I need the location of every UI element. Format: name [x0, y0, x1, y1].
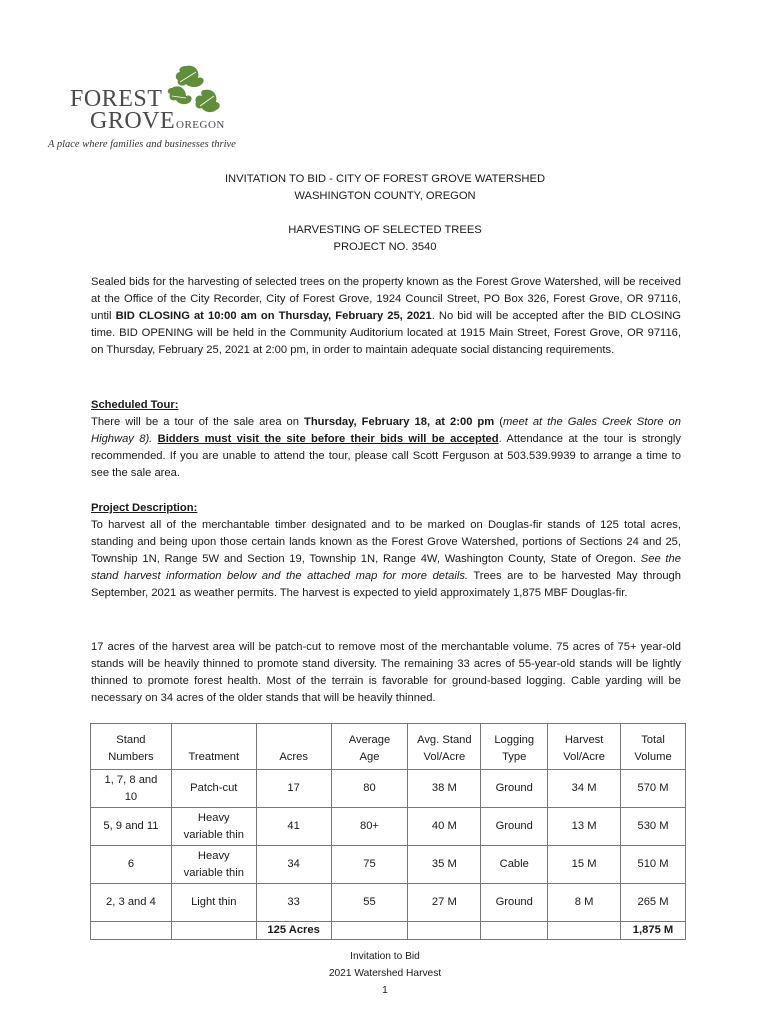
harvest-paragraph: 17 acres of the harvest area will be patch-cut to remove most of the merchantable volume. 75 acres of 75+ year-old stands will be heavily thinned to promote stand diversity. The remaining 33 acres of 55-year-old stands will be lightly thinned to promote forest health. Most of the terrain is favorable for ground-based logging. Cable yarding will be necessary on 34 acres of the older stands that will be heavily thinned.	[91, 641, 681, 704]
table-row	[91, 884, 686, 922]
table-row	[91, 770, 686, 808]
forest-grove-logo	[46, 62, 256, 154]
col-header-harvest-vol: Harvest Vol/Acre	[548, 724, 621, 770]
table-totals-row	[91, 922, 686, 940]
table-cell: 75	[331, 846, 408, 884]
table-cell: Cable	[481, 846, 548, 884]
tour-meeting-place: meet at the Gales Creek Store on Highway 8).	[91, 416, 681, 445]
table-cell: 17	[256, 770, 331, 808]
tour-requirement: Bidders must visit the site before their bids will be accepted	[157, 433, 499, 445]
table-cell: 530 M	[621, 808, 686, 846]
project-text: To harvest all of the merchantable timber designated and to be marked on Douglas-fir stands of 125 total acres, standing and being upon those certain lands known as the Forest Grove Watershed, portions of Sections 24 and 25, Township 1N, Range 5W and Section 19, Township 1N, Range 4W, Washington County, State of Oregon.	[91, 519, 681, 565]
table-cell: 34 M	[548, 770, 621, 808]
tour-date: Thursday, February 18, at 2:00 pm	[304, 416, 495, 428]
bid-closing-text: BID CLOSING at 10:00 am on Thursday, February 25, 2021	[115, 310, 432, 322]
project-note: See the stand harvest information below and the attached map for more details.	[91, 553, 681, 582]
footer-line-1: Invitation to Bid	[350, 951, 420, 962]
table-row	[91, 846, 686, 884]
table-cell: 15 M	[548, 846, 621, 884]
table-cell	[171, 922, 256, 940]
table-cell: 570 M	[621, 770, 686, 808]
table-cell: Heavy variable thin	[171, 808, 256, 846]
table-cell: 510 M	[621, 846, 686, 884]
col-header-avg-stand-vol: Avg. Stand Vol/Acre	[408, 724, 481, 770]
tour-heading: Scheduled Tour:	[91, 399, 179, 411]
col-header-total-volume: Total Volume	[621, 724, 686, 770]
table-cell: 34	[256, 846, 331, 884]
table-cell: 33	[256, 884, 331, 922]
table-cell: 40 M	[408, 808, 481, 846]
col-header-acres: Acres	[256, 724, 331, 770]
project-heading: Project Description:	[91, 502, 198, 514]
table-cell: 80	[331, 770, 408, 808]
table-cell: 55	[331, 884, 408, 922]
table-cell: Light thin	[171, 884, 256, 922]
logo-tagline: A place where families and businesses thrive	[48, 139, 236, 150]
table-cell: Ground	[481, 808, 548, 846]
table-header-row	[91, 724, 686, 770]
table-cell: Ground	[481, 884, 548, 922]
table-cell	[408, 922, 481, 940]
table-cell: 35 M	[408, 846, 481, 884]
tour-text-3: . Attendance at the tour is strongly recommended. If you are unable to attend the tour, please call Scott Ferguson at 503.539.9939 to arrange a time to see the sale area.	[91, 433, 682, 479]
project-text-2: Trees are to be harvested May through September, 2021 as weather permits. The harvest is expected to yield approximately 1,875 MBF Douglas-fir.	[91, 570, 681, 599]
title-line-2: WASHINGTON COUNTY, OREGON	[294, 190, 476, 202]
intro-text: Sealed bids for the harvesting of selected trees on the property known as the Forest Grove Watershed, will be received at the Office of the City Recorder, City of Forest Grove, 1924 Council Street, PO Box 326, Forest Grove, OR 97116, until	[91, 276, 681, 322]
table-row	[91, 808, 686, 846]
col-header-average-age: Average Age	[331, 724, 408, 770]
table-cell: 38 M	[408, 770, 481, 808]
logo-word-grove: GROVE	[90, 108, 176, 134]
table-cell: 1, 7, 8 and 10	[91, 770, 172, 808]
table-cell: 41	[256, 808, 331, 846]
page-number: 1	[382, 985, 388, 996]
table-cell	[548, 922, 621, 940]
intro-paragraph	[91, 274, 681, 359]
tour-section	[91, 397, 681, 482]
table-cell: 5, 9 and 11	[91, 808, 172, 846]
total-volume-cell: 1,875 M	[621, 922, 686, 940]
logo-word-oregon: OREGON	[176, 119, 225, 131]
table-cell	[481, 922, 548, 940]
table-cell: 80+	[331, 808, 408, 846]
col-header-stand-numbers: Stand Numbers	[91, 724, 172, 770]
table-cell: Ground	[481, 770, 548, 808]
logo-word-forest: FOREST	[70, 86, 163, 112]
table-cell: Patch-cut	[171, 770, 256, 808]
table-cell: Heavy variable thin	[171, 846, 256, 884]
stand-harvest-table	[90, 723, 686, 940]
project-section	[91, 500, 681, 602]
table-cell: 13 M	[548, 808, 621, 846]
table-cell: 2, 3 and 4	[91, 884, 172, 922]
subtitle-line-1: HARVESTING OF SELECTED TREES	[288, 224, 482, 236]
footer-line-2: 2021 Watershed Harvest	[328, 968, 442, 979]
table-cell	[91, 922, 172, 940]
subtitle-line-2: PROJECT NO. 3540	[333, 241, 437, 253]
tour-text-2: (	[494, 416, 503, 428]
col-header-treatment: Treatment	[171, 724, 256, 770]
table-cell	[331, 922, 408, 940]
table-cell: 6	[91, 846, 172, 884]
intro-text-2: . No bid will be accepted after the BID CLOSING time. BID OPENING will be held in the Community Auditorium located at 1915 Main Street, Forest Grove, OR 97116, on Thursday, February 25, 2021 at 2:00 pm, in order to maintain adequate social distancing requirements.	[91, 310, 681, 356]
tour-text: There will be a tour of the sale area on	[91, 416, 304, 428]
table-cell: 8 M	[548, 884, 621, 922]
col-header-logging-type: Logging Type	[481, 724, 548, 770]
title-line-1: INVITATION TO BID - CITY OF FOREST GROVE WATERSHED	[224, 173, 546, 185]
table-cell: 265 M	[621, 884, 686, 922]
table-cell: 27 M	[408, 884, 481, 922]
total-acres-cell: 125 Acres	[256, 922, 331, 940]
